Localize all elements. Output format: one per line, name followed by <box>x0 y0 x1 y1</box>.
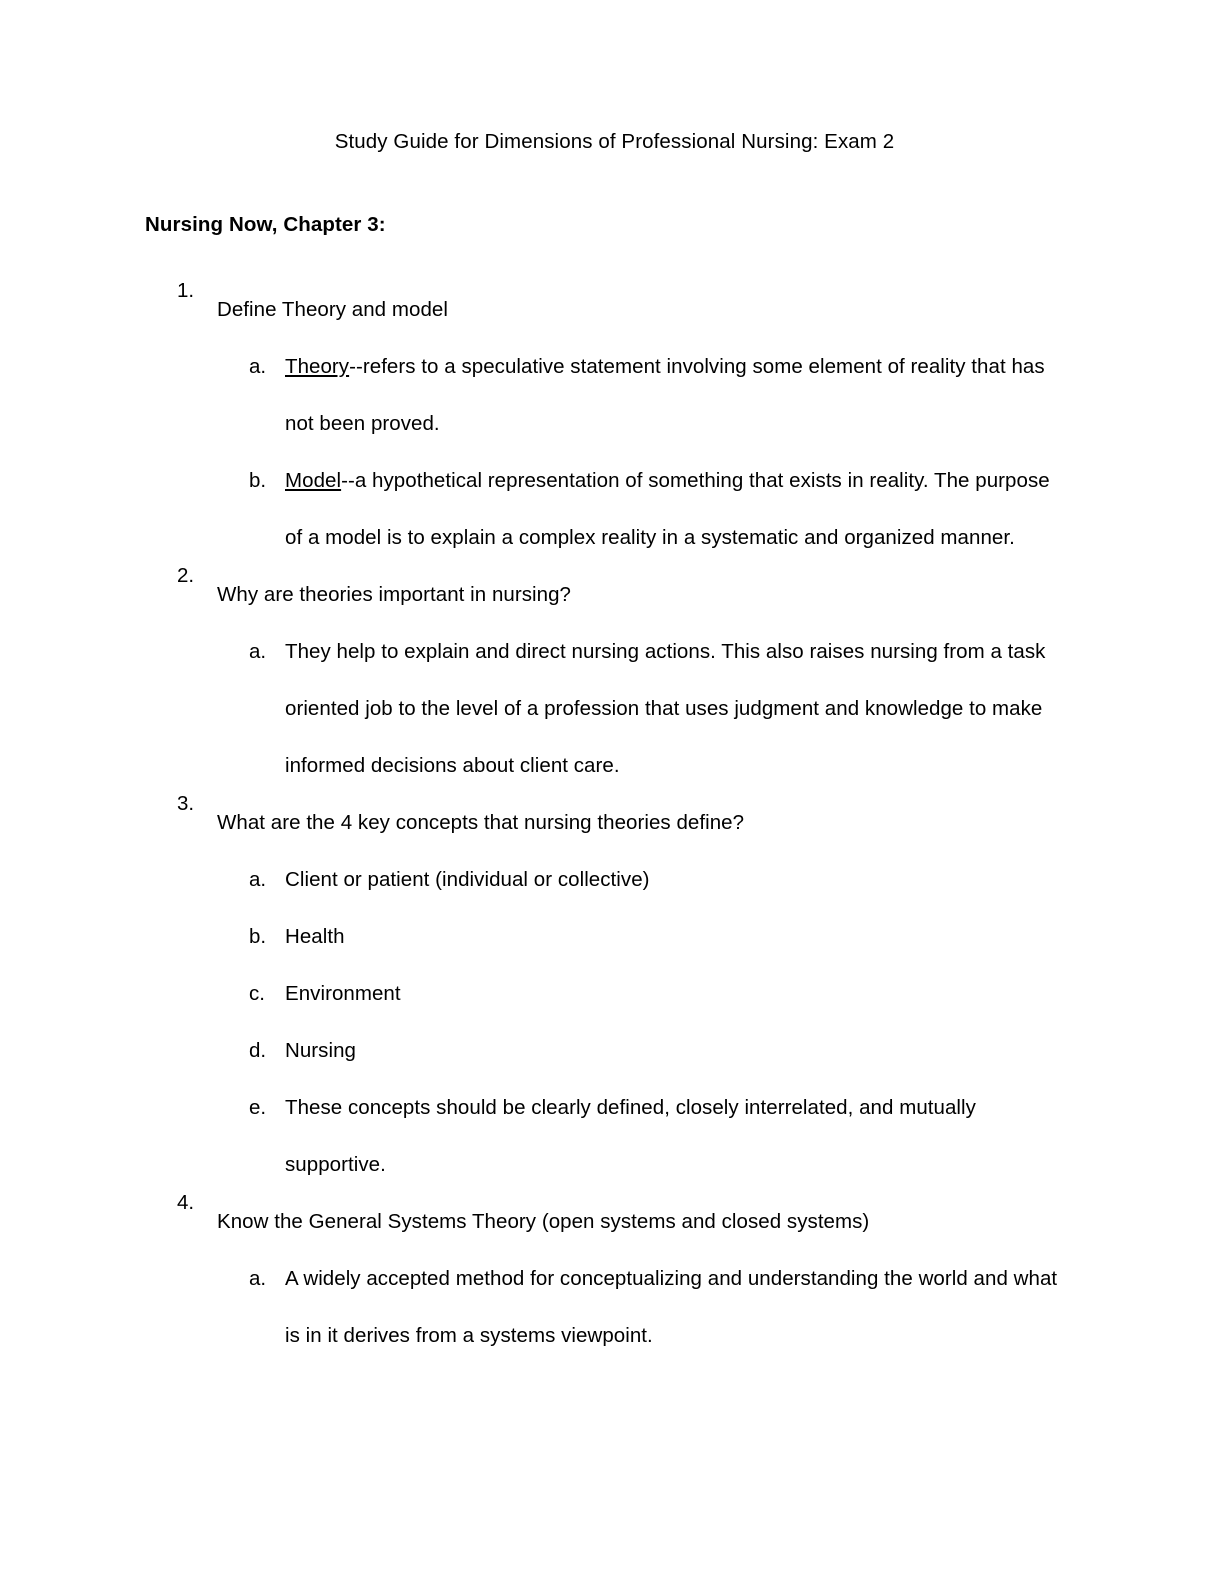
list-item-text: They help to explain and direct nursing actions. This also raises nursing from a task oriented job to the level of a profession that uses judgment and knowledge to make informed decisions about client care. <box>285 639 1046 777</box>
list-item <box>217 965 1074 1022</box>
list-marker: a. <box>249 639 267 663</box>
list-marker: a. <box>249 1266 267 1290</box>
list-item-text: These concepts should be clearly defined, closely interrelated, and mutually supportive. <box>285 1095 976 1176</box>
sub-list <box>217 338 1074 566</box>
list-item <box>217 908 1074 965</box>
list-item-body: --a hypothetical representation of something that exists in reality. The purpose of a model is to explain a complex reality in a systematic and organized manner. <box>285 468 1050 549</box>
list-marker: d. <box>249 1038 267 1062</box>
list-item <box>145 791 1074 1193</box>
list-marker: b. <box>249 924 267 948</box>
list-marker: 1. <box>177 278 195 302</box>
list-item <box>217 623 1074 794</box>
list-marker: 2. <box>177 563 195 587</box>
list-item-text: Know the General Systems Theory (open systems and closed systems) <box>217 1209 870 1233</box>
list-item-text: Define Theory and model <box>217 297 448 321</box>
list-item-text <box>285 338 1065 452</box>
list-item-text: What are the 4 key concepts that nursing theories define? <box>217 810 745 834</box>
list-item <box>217 338 1074 452</box>
list-item <box>145 563 1074 794</box>
list-marker: a. <box>249 354 267 378</box>
list-item-body: --refers to a speculative statement involving some element of reality that has not been proved. <box>285 354 1045 435</box>
underlined-term: Theory <box>285 354 350 378</box>
list-item-text: Why are theories important in nursing? <box>217 582 571 606</box>
list-item-text: Environment <box>285 981 401 1005</box>
list-marker: c. <box>249 981 265 1005</box>
list-item <box>217 452 1074 566</box>
sub-list <box>217 1250 1074 1364</box>
list-item <box>217 1079 1074 1193</box>
list-item-text: Nursing <box>285 1038 356 1062</box>
sub-list <box>217 851 1074 1193</box>
list-marker: 4. <box>177 1190 195 1214</box>
list-item-text <box>285 452 1065 566</box>
list-item <box>217 1250 1074 1364</box>
section-heading: Nursing Now, Chapter 3: <box>145 212 386 236</box>
list-marker: a. <box>249 867 267 891</box>
list-item <box>145 1190 1074 1364</box>
list-marker: e. <box>249 1095 267 1119</box>
list-item <box>145 278 1074 566</box>
outline-list <box>145 278 1074 1364</box>
list-item <box>217 851 1074 908</box>
underlined-term: Model <box>285 468 342 492</box>
list-item-text: A widely accepted method for conceptualizing and understanding the world and what is in it derives from a systems viewpoint. <box>285 1266 1058 1347</box>
list-item-text: Health <box>285 924 345 948</box>
list-item <box>217 1022 1074 1079</box>
page-title: Study Guide for Dimensions of Professional Nursing: Exam 2 <box>334 130 895 153</box>
sub-list <box>217 623 1074 794</box>
list-marker: 3. <box>177 791 195 815</box>
list-item-text: Client or patient (individual or collective) <box>285 867 650 891</box>
list-marker: b. <box>249 468 267 492</box>
